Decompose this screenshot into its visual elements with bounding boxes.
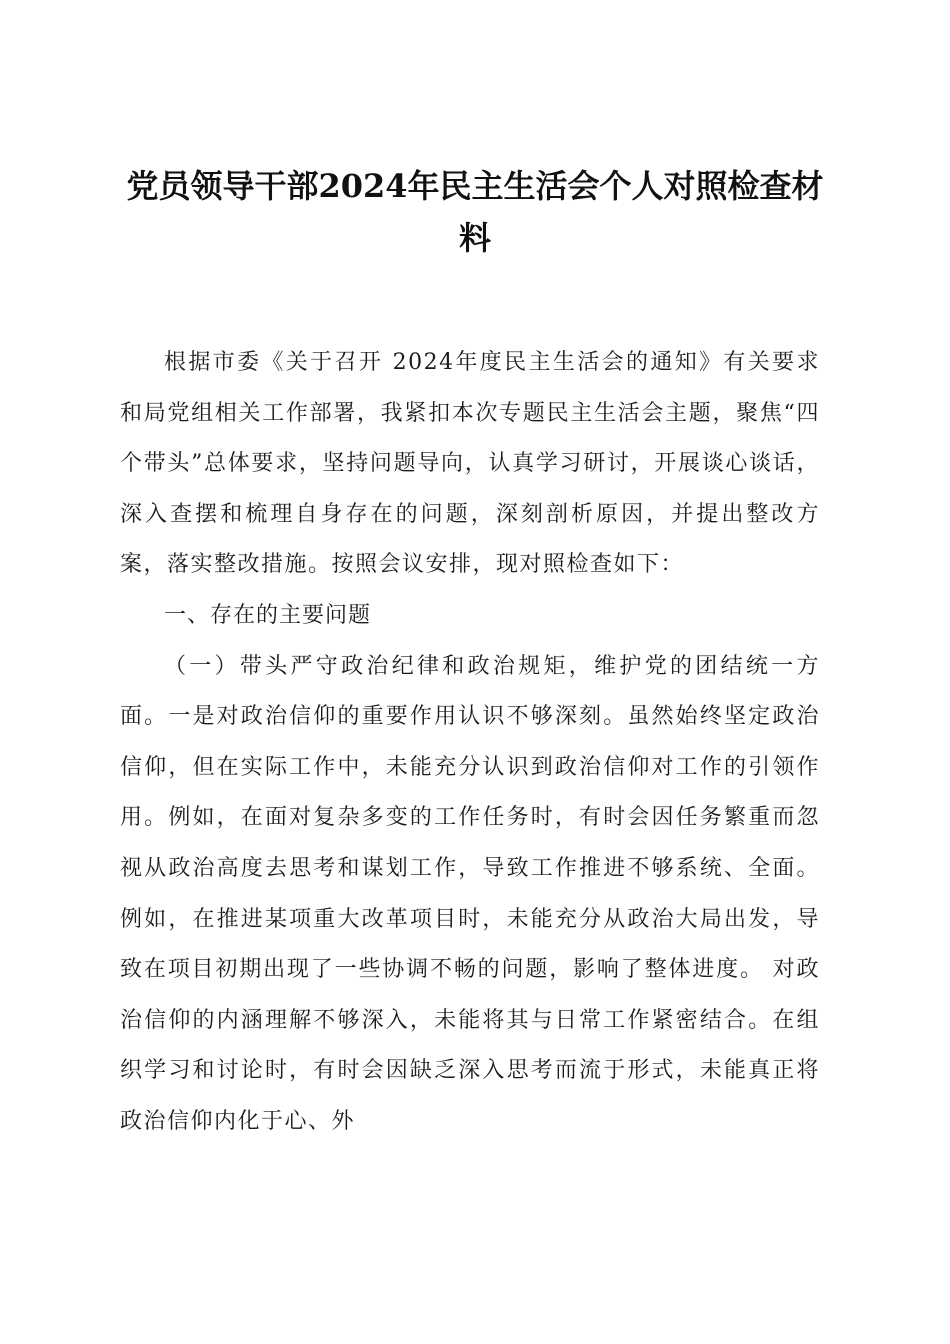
document-title: 党员领导干部2024年民主生活会个人对照检查材料 [126, 167, 824, 257]
section-heading: 一、存在的主要问题 [164, 602, 372, 628]
intro-paragraph: 根据市委《关于召开 2024年度民主生活会的通知》有关要求和局党组相关工作部署，我紧扣本次专题民主生活会主题，聚焦“四个带头”总体要求，坚持问题导向，认真学习研讨，开展谈心谈话，深入查摆和梳理自身存在的问题，深刻剖析原因，并提出整改方案，落实整改措施。按照会议安排，现对照检查如下： [120, 350, 820, 578]
document-body [120, 338, 820, 1148]
section-paragraph: （一）带头严守政治纪律和政治规矩，维护党的团结统一方面。一是对政治信仰的重要作用认识不够深刻。虽然始终坚定政治信仰，但在实际工作中，未能充分认识到政治信仰对工作的引领作用。例如，在面对复杂多变的工作任务时，有时会因任务繁重而忽视从政治高度去思考和谋划工作，导致工作推进不够系统、全面。例如，在推进某项重大改革项目时，未能充分从政治大局出发，导致在项目初期出现了一些协调不畅的问题，影响了整体进度。 对政治信仰的内涵理解不够深入，未能将其与日常工作紧密结合。在组织学习和讨论时，有时会因缺乏深入思考而流于形式，未能真正将政治信仰内化于心、外 [120, 653, 820, 1134]
